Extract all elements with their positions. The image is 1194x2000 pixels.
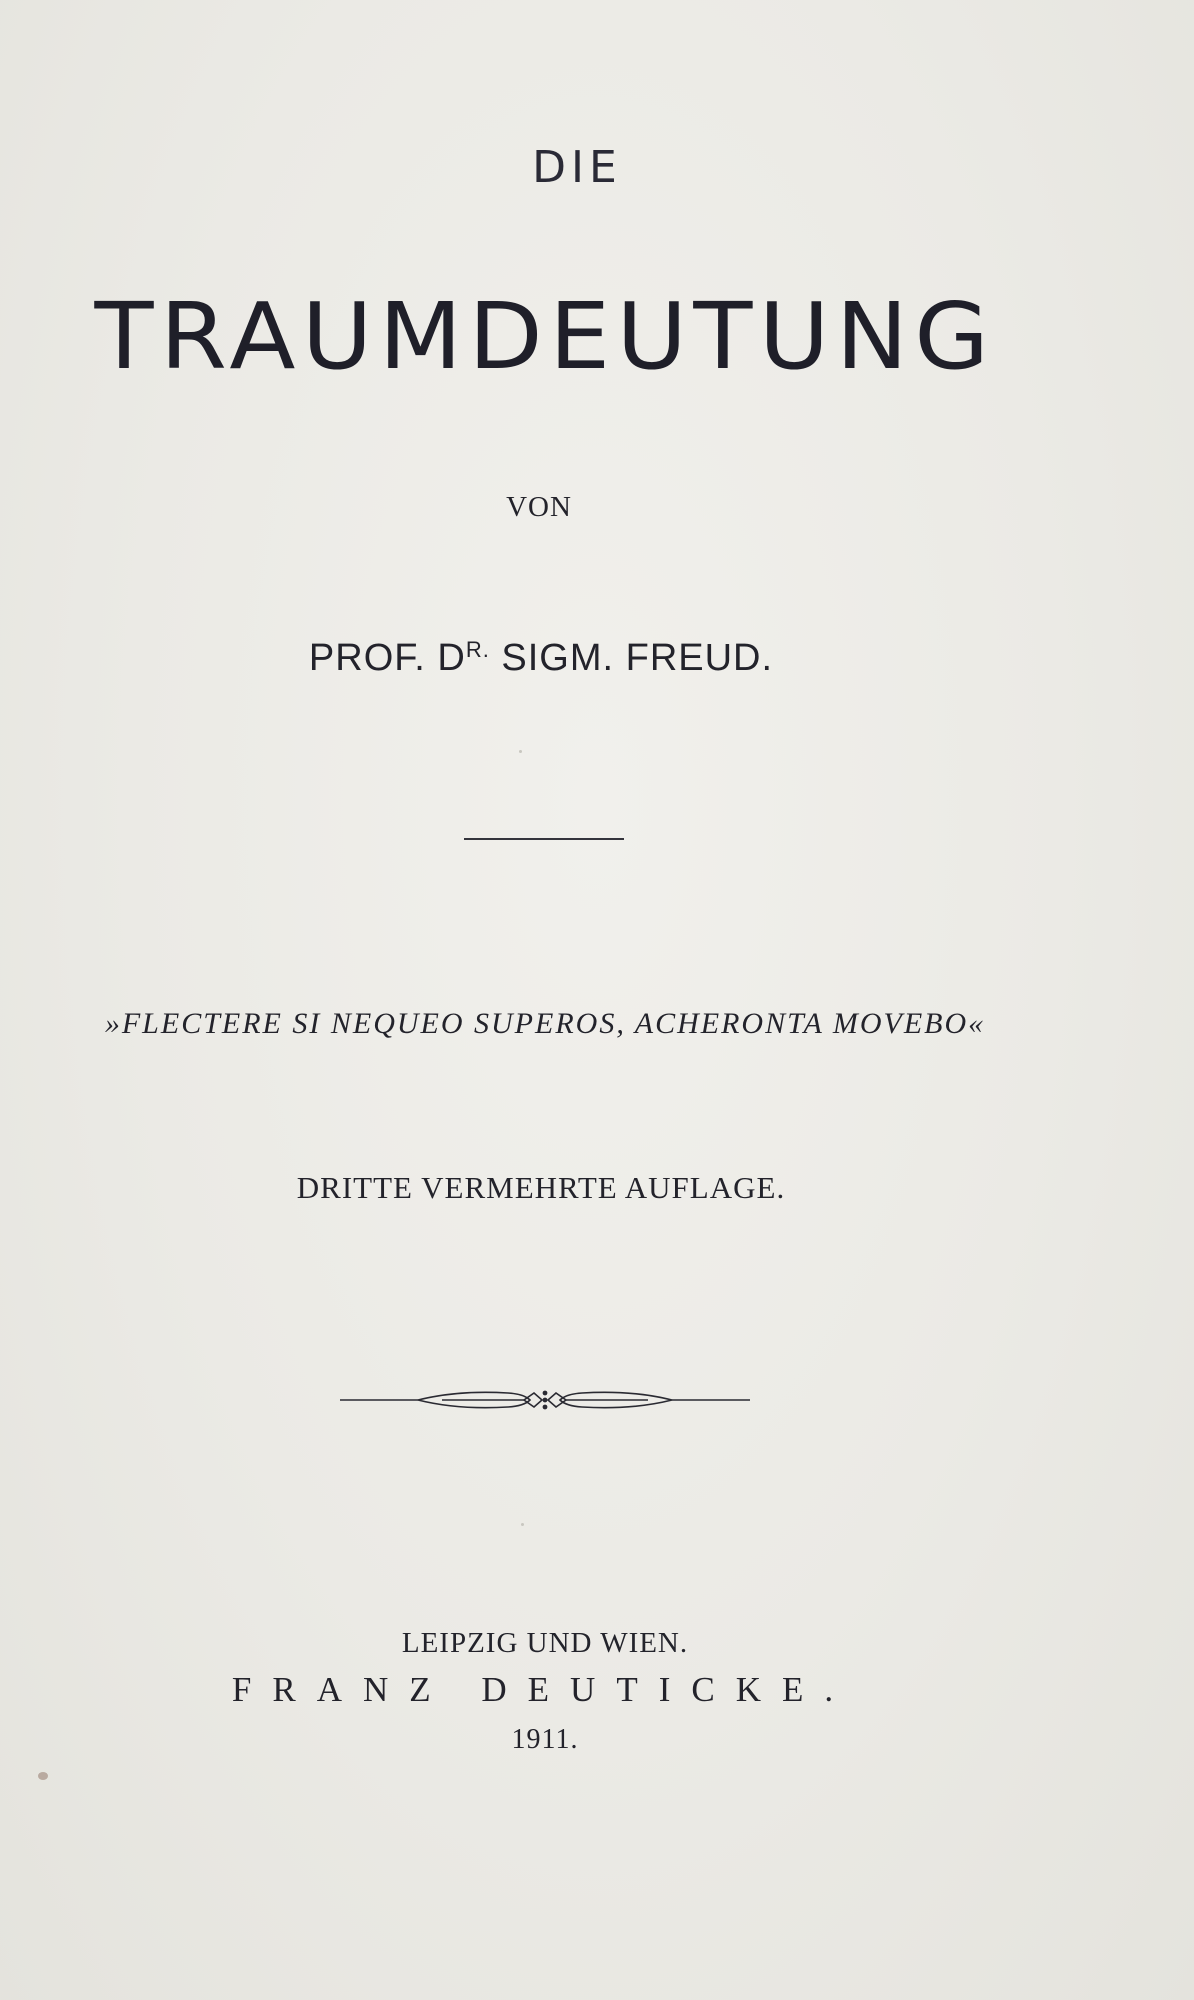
- imprint-year: 1911.: [511, 1724, 579, 1755]
- author-name: SIGM. FREUD.: [489, 637, 774, 679]
- by-line: VON: [506, 491, 572, 523]
- author-prefix: PROF. D: [308, 637, 466, 679]
- edition-statement: DRITTE VERMEHRTE AUFLAGE.: [296, 1170, 786, 1205]
- author-superscript: R.: [465, 637, 490, 662]
- title-article: DIE: [532, 142, 622, 193]
- paper-speck: [38, 1772, 48, 1780]
- imprint-publisher: FRANZ DEUTICKE.: [231, 1670, 855, 1709]
- paper-speck: [521, 1523, 524, 1526]
- author-line: [0, 637, 1138, 680]
- imprint-place: LEIPZIG UND WIEN.: [401, 1627, 689, 1659]
- book-title: TRAUMDEUTUNG: [94, 283, 996, 390]
- motto: »FLECTERE SI NEQUEO SUPEROS, ACHERONTA MOVEBO«: [104, 1007, 986, 1040]
- divider-rule: [464, 838, 624, 840]
- ornament-divider: [338, 1380, 752, 1420]
- paper-speck: [519, 750, 522, 753]
